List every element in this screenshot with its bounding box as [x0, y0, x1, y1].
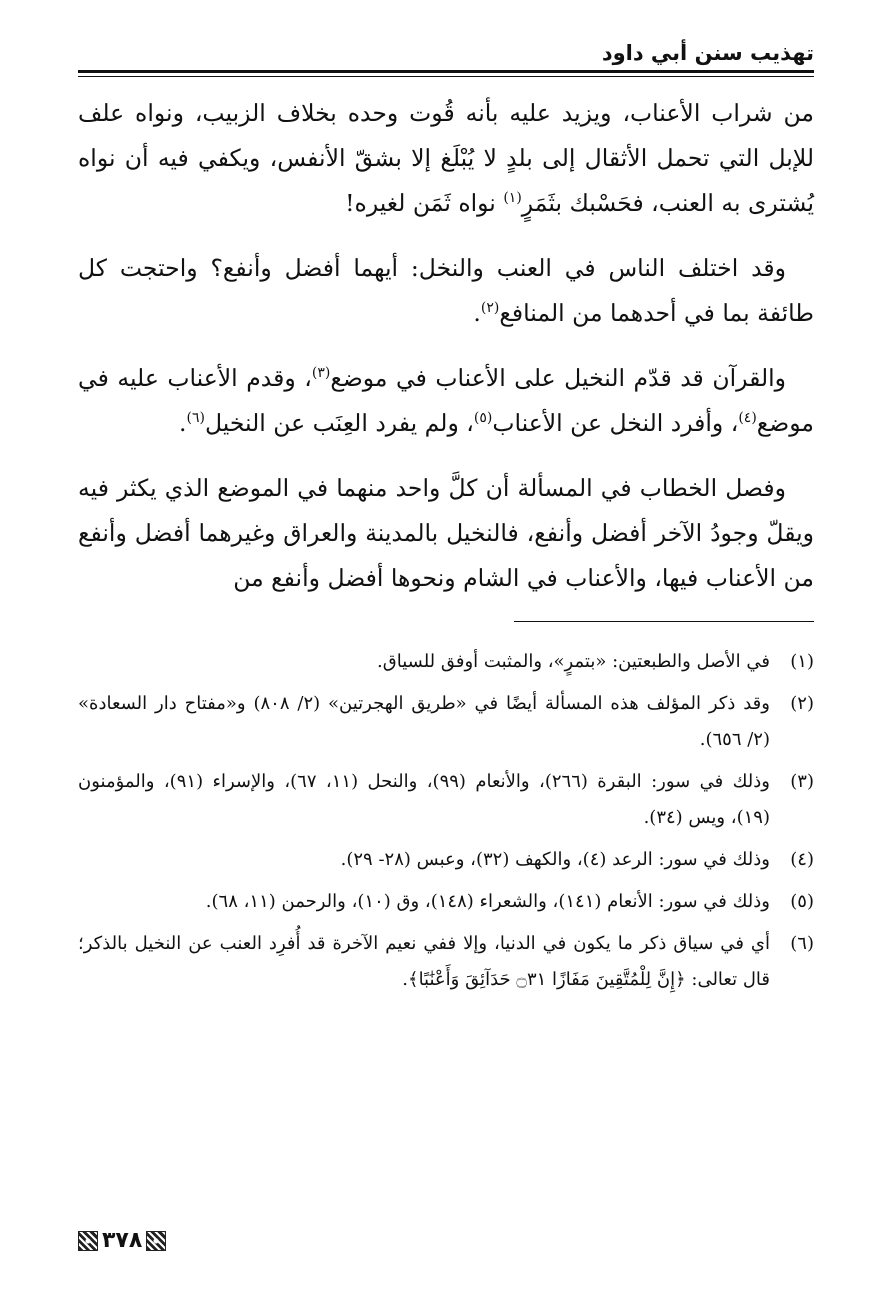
footnote-ref[interactable]: (٢)	[480, 300, 500, 317]
footnote-ref[interactable]: (٤)	[738, 410, 757, 427]
main-text	[78, 91, 814, 601]
footnote-text: وقد ذكر المؤلف هذه المسألة أيضًا في «طريق الهجرتين» (٢/ ٨٠٨) و«مفتاح دار السعادة» (٢/ ٦٥٦).	[78, 693, 770, 750]
paragraph-text: وفصل الخطاب في المسألة أن كلَّ واحد منهما في الموضع الذي يكثر فيه ويقلّ وجودُ الآخر أفضل وأنفع، فالنخيل بالمدينة والعراق وغيرهما أفضل وأنفع من الأعناب فيها، والأعناب في الشام ونحوها أفضل وأنفع من	[78, 474, 814, 592]
footnotes	[78, 644, 814, 998]
footnote-ref[interactable]: (٥)	[473, 410, 493, 427]
paragraph-text: نواه ثَمَن لغيره!	[345, 189, 504, 217]
page-number: ٣٧٨	[102, 1228, 143, 1253]
page-number-area	[78, 1228, 166, 1253]
footnote-text: في الأصل والطبعتين: «بتمرٍ»، والمثبت أوفق للسياق.	[377, 651, 770, 672]
paragraph-text: ، وأفرد النخل عن الأعناب	[492, 409, 739, 437]
footnote-separator	[514, 621, 814, 622]
footnote-number: (٤)	[790, 849, 814, 870]
footnote	[78, 686, 814, 758]
footnote-ref[interactable]: (٣)	[311, 365, 331, 382]
footnote-ref[interactable]: (٦)	[186, 410, 205, 427]
footnote	[78, 884, 814, 920]
paragraph	[78, 466, 814, 601]
footnote-text: وذلك في سور: البقرة (٢٦٦)، والأنعام (٩٩)، والنحل (١١، ٦٧)، والإسراء (٩١)، والمؤمنون (١٩)، ويس (٣٤).	[78, 771, 770, 828]
footnote	[78, 842, 814, 878]
ornament-icon	[78, 1231, 98, 1251]
footnote-text: وذلك في سور: الرعد (٤)، والكهف (٣٢)، وعبس (٢٨- ٢٩).	[340, 849, 770, 870]
page	[78, 38, 814, 1004]
footnote-number: (٢)	[790, 693, 814, 714]
paragraph-text: والقرآن قد قدّم النخيل على الأعناب في موضع	[330, 364, 786, 392]
footnote	[78, 926, 814, 998]
header-rule-thin	[78, 76, 814, 77]
footnote-number: (٣)	[790, 771, 814, 792]
footnote-text: أي في سياق ذكر ما يكون في الدنيا، وإلا ففي نعيم الآخرة قد أُفرِد العنب عن النخيل بالذكر؛ قال تعالى: ﴿إِنَّ لِلْمُتَّقِينَ مَفَازًا ۝٣١ حَدَآئِقَ وَأَعْنَٰبًا﴾.	[78, 933, 770, 990]
footnote-text: وذلك في سور: الأنعام (١٤١)، والشعراء (١٤٨)، وق (١٠)، والرحمن (١١، ٦٨).	[205, 891, 770, 912]
paragraph	[78, 246, 814, 336]
footnote-number: (٥)	[790, 891, 814, 912]
paragraph	[78, 91, 814, 226]
running-title: تهذيب سنن أبي داود	[601, 41, 814, 65]
paragraph-text: .	[473, 299, 481, 327]
ornament-icon	[146, 1231, 166, 1251]
running-header	[78, 38, 814, 68]
paragraph-text: وقد اختلف الناس في العنب والنخل: أيهما أفضل وأنفع؟ واحتجت كل طائفة بما في أحدهما من المنافع	[78, 254, 814, 327]
footnote	[78, 764, 814, 836]
footnote-number: (١)	[790, 651, 814, 672]
footnote-ref[interactable]: (١)	[503, 190, 522, 207]
header-rule-thick	[78, 70, 814, 73]
paragraph	[78, 356, 814, 446]
footnote	[78, 644, 814, 680]
paragraph-text: من شراب الأعناب، ويزيد عليه بأنه قُوت وحده بخلاف الزبيب، ونواه علف للإبل التي تحمل الأثقال إلى بلدٍ لا يُبْلَغ إلا بشقّ الأنفس، ويكفي فيه أن نواه يُشترى به العنب، فحَسْبك بثَمَرٍ	[78, 99, 814, 217]
footnote-number: (٦)	[790, 933, 814, 954]
paragraph-text: ، ولم يفرد العِنَب عن النخيل	[204, 409, 474, 437]
paragraph-text: ، وقدم الأعناب عليه في موضع	[78, 364, 814, 437]
paragraph-text: .	[179, 409, 187, 437]
